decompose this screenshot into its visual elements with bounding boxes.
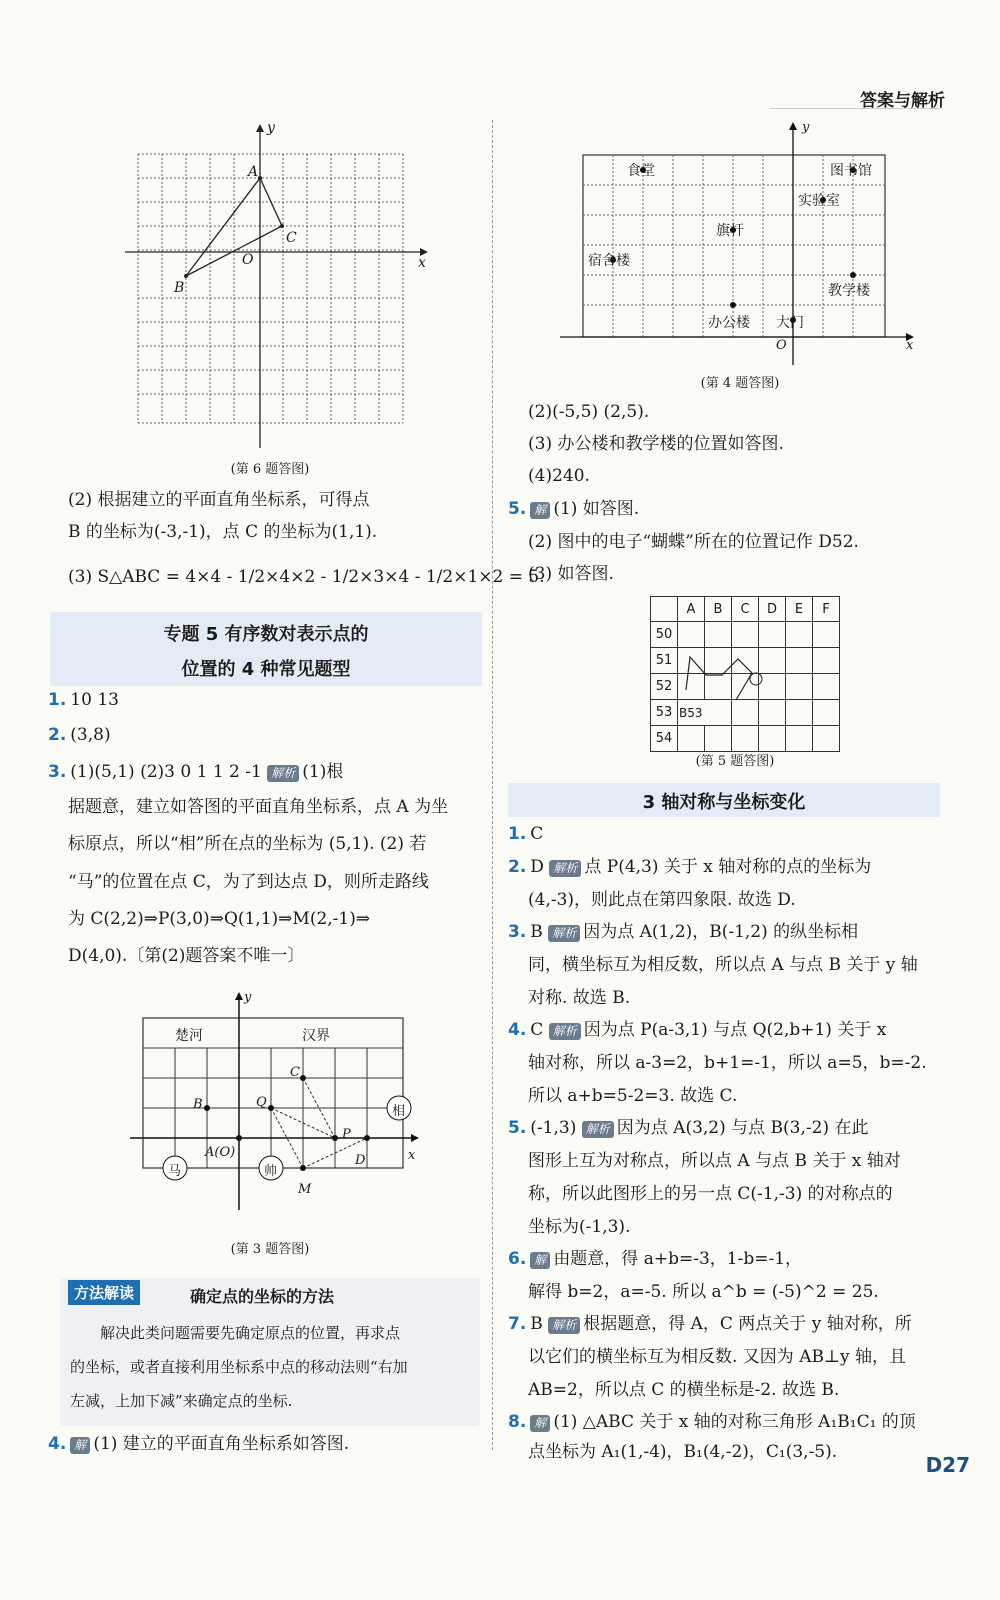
answer-5-line2: (2) 图中的电子“蝴蝶”所在的位置记作 D52.: [528, 532, 859, 552]
answer-3-line6: D(4,0).〔第(2)题答案不唯一〕: [68, 946, 305, 966]
sym-answer-7-ans: B: [530, 1314, 543, 1334]
sym-answer-6-line1: [508, 1247, 802, 1271]
fig3-ma: 马: [168, 1164, 182, 1179]
page-number: D27: [925, 1453, 970, 1477]
fig4-place-teaching: 教学楼: [828, 283, 870, 299]
fig4-label-y: y: [802, 120, 810, 135]
fig3-han: 汉界: [302, 1028, 330, 1044]
fig4-label-x: x: [906, 338, 914, 353]
fig6-label-B: B: [174, 280, 185, 296]
fig6-label-O: O: [242, 252, 254, 268]
sym-answer-4-line1: [508, 1018, 886, 1042]
answer-5-tag: 解: [530, 502, 550, 519]
fig5-col: C: [732, 597, 759, 622]
topic-title-2: 位置的 4 种常见题型: [181, 659, 351, 680]
method-title: 确定点的坐标的方法: [190, 1287, 335, 1306]
sym-answer-3-line2: 同，横坐标互为相反数，所以点 A 与点 B 关于 y 轴: [528, 955, 918, 975]
sym-answer-4-num: 4.: [508, 1020, 527, 1040]
answer-2-text: (3,8): [70, 725, 111, 745]
fig5-row: 52: [651, 674, 678, 700]
q4-4: (4)240.: [528, 466, 590, 486]
sym-answer-5-line2: 图形上互为对称点，所以点 A 与点 B 关于 x 轴对: [528, 1151, 901, 1171]
sym-answer-4-line3: 所以 a+b=5-2=3. 故选 C.: [528, 1086, 738, 1106]
method-line1: 解决此类问题需要先确定原点的位置，再求点: [100, 1324, 401, 1342]
fig4-place-dorm: 宿舍楼: [588, 253, 630, 269]
fig3-shuai: 帅: [264, 1164, 278, 1179]
sym-answer-3-text: 因为点 A(1,2)，B(-1,2) 的纵坐标相: [583, 922, 859, 942]
sym-answer-2-num: 2.: [508, 857, 527, 877]
sym-answer-5-ans: (-1,3): [530, 1118, 577, 1138]
answer-3-line3: 标原点，所以“相”所在点的坐标为 (5,1). (2) 若: [68, 834, 427, 854]
answer-4-num: 4.: [48, 1434, 67, 1454]
analysis-tag: 解析: [548, 925, 580, 942]
sym-answer-7-line3: AB=2，所以点 C 的横坐标是-2. 故选 B.: [528, 1380, 840, 1400]
answer-2-num: 2.: [48, 725, 67, 745]
fig4-place-library: 图书馆: [830, 163, 872, 179]
sym-answer-4-ans: C: [530, 1020, 544, 1040]
section-title: 3 轴对称与坐标变化: [642, 792, 806, 813]
sym-answer-8-line2: 点坐标为 A₁(1,-4)，B₁(4,-2)，C₁(3,-5).: [528, 1442, 838, 1462]
sym-answer-7-line2: 以它们的横坐标互为相反数. 又因为 AB⊥y 轴，且: [528, 1347, 906, 1367]
answer-5-line1: [508, 497, 639, 521]
answer-5-num: 5.: [508, 499, 527, 519]
sym-answer-3-ans: B: [530, 922, 543, 942]
fig3-label-A: A(O): [205, 1145, 236, 1160]
fig4-label-O: O: [776, 338, 787, 353]
fig4-place-gate: 大门: [776, 315, 804, 331]
answer-2: [48, 723, 111, 747]
fig3-label-Q: Q: [256, 1095, 267, 1110]
topic-title-1: 专题 5 有序数对表示点的: [163, 624, 369, 645]
fig6-label-C: C: [286, 230, 297, 246]
q6-3: (3) S△ABC = 4×4 - 1/2×4×2 - 1/2×3×4 - 1/2×1×2 = 5.: [68, 567, 545, 587]
fig4-place-flagpole: 旗杆: [716, 223, 744, 239]
sym-answer-6-text: 由题意，得 a+b=-3，1-b=-1，: [553, 1249, 803, 1269]
method-line3: 左减，上加下减”来确定点的坐标.: [70, 1392, 293, 1410]
answer-3-text-b: (1)根: [302, 762, 344, 782]
column-divider: [492, 120, 494, 1450]
sym-answer-5-line4: 坐标为(-1,3).: [528, 1217, 631, 1237]
fig6-label-x: x: [418, 255, 426, 271]
sym-answer-4-text: 因为点 P(a-3,1) 与点 Q(2,b+1) 关于 x: [583, 1020, 887, 1040]
fig5-col: F: [813, 597, 840, 622]
answer-4: [48, 1432, 349, 1456]
sym-answer-4-line2: 轴对称，所以 a-3=2，b+1=-1，所以 a=5，b=-2.: [528, 1053, 927, 1073]
header-rule: [770, 108, 940, 109]
sym-answer-8-text: (1) △ABC 关于 x 轴的对称三角形 A₁B₁C₁ 的顶: [553, 1412, 916, 1432]
analysis-tag: 解析: [549, 860, 581, 877]
sym-answer-5-line3: 称，所以此图形上的另一点 C(-1,-3) 的对称点的: [528, 1184, 893, 1204]
fig4-caption: (第 4 题答图): [700, 376, 780, 391]
sym-answer-1-text: C: [530, 824, 544, 844]
fig5-caption: (第 5 题答图): [695, 754, 775, 769]
header-title: 答案与解析: [860, 91, 945, 111]
sym-answer-3-num: 3.: [508, 922, 527, 942]
answer-3-num: 3.: [48, 762, 67, 782]
fig5-col: B: [705, 597, 732, 622]
fig6-label-A: A: [248, 164, 259, 180]
sym-answer-8-num: 8.: [508, 1412, 527, 1432]
sym-answer-7-text: 根据题意，得 A，C 两点关于 y 轴对称，所: [583, 1314, 912, 1334]
fig3-label-P: P: [342, 1127, 351, 1142]
answer-5-text: (1) 如答图.: [553, 499, 640, 519]
answer-3-line1: [48, 760, 343, 784]
sym-answer-1: [508, 822, 543, 846]
fig5-row: 50: [651, 622, 678, 648]
sym-answer-7-num: 7.: [508, 1314, 527, 1334]
fig6-caption: (第 6 题答图): [230, 462, 310, 477]
fig5-col: D: [759, 597, 786, 622]
sym-answer-5-text: 因为点 A(3,2) 与点 B(3,-2) 在此: [616, 1118, 869, 1138]
sym-answer-3-line3: 对称. 故选 B.: [528, 988, 631, 1008]
sym-answer-8-tag: 解: [530, 1415, 550, 1432]
sym-answer-6-line2: 解得 b=2，a=-5. 所以 a^b = (-5)^2 = 25.: [528, 1282, 879, 1302]
fig5-col: A: [678, 597, 705, 622]
fig5-col: E: [786, 597, 813, 622]
sym-answer-1-num: 1.: [508, 824, 527, 844]
sym-answer-6-num: 6.: [508, 1249, 527, 1269]
sym-answer-2-line1: [508, 855, 871, 879]
fig3-label-C: C: [290, 1065, 300, 1080]
fig5-b53: B53: [678, 700, 732, 726]
fig3-label-M: M: [298, 1182, 312, 1197]
sym-answer-5-line1: [508, 1116, 869, 1140]
fig3-chessboard: [125, 990, 425, 1215]
sym-answer-2-text: 点 P(4,3) 关于 x 轴对称的点的坐标为: [584, 857, 872, 877]
analysis-tag: 解析: [267, 765, 299, 782]
fig4-place-lab: 实验室: [798, 193, 840, 209]
sym-answer-5-num: 5.: [508, 1118, 527, 1138]
fig3-label-B: B: [193, 1097, 203, 1112]
answer-1: [48, 688, 119, 712]
sym-answer-2-ans: D: [530, 857, 544, 877]
answer-5-line3: (3) 如答图.: [528, 564, 614, 584]
analysis-tag: 解析: [548, 1317, 580, 1334]
fig5-row: 51: [651, 648, 678, 674]
fig5-butterfly-path: [676, 645, 776, 715]
answer-1-text: 10 13: [70, 690, 119, 710]
fig3-chu: 楚河: [175, 1028, 203, 1044]
fig4-place-office: 办公楼: [708, 315, 750, 331]
answer-4-text: (1) 建立的平面直角坐标系如答图.: [93, 1434, 350, 1454]
sym-answer-8-line1: [508, 1410, 916, 1434]
answer-3-line2: 据题意，建立如答图的平面直角坐标系，点 A 为坐: [68, 797, 449, 817]
fig3-xiang: 相: [392, 1104, 406, 1119]
fig3-label-y: y: [244, 990, 252, 1005]
q4-2: (2)(-5,5) (2,5).: [528, 402, 650, 422]
sym-answer-2-line2: (4,-3)，则此点在第四象限. 故选 D.: [528, 890, 796, 910]
answer-3-line4: “马”的位置在点 C，为了到达点 D，则所走路线: [68, 872, 429, 892]
q6-2-line1: (2) 根据建立的平面直角坐标系，可得点: [68, 490, 370, 510]
fig3-label-D: D: [355, 1153, 366, 1168]
q6-2-line2: B 的坐标为(-3,-1)，点 C 的坐标为(1,1).: [68, 522, 378, 542]
fig3-label-x: x: [408, 1148, 416, 1163]
sym-answer-7-line1: [508, 1312, 912, 1336]
fig3-caption: (第 3 题答图): [230, 1242, 310, 1257]
fig6-coordinate-grid: [110, 118, 440, 458]
fig5-row: 54: [651, 726, 678, 752]
fig5-corner: [651, 597, 678, 622]
sym-answer-3-line1: [508, 920, 858, 944]
answer-3-text: (1)(5,1) (2)3 0 1 1 2 -1: [70, 762, 262, 782]
method-tag: 方法解读: [68, 1280, 140, 1305]
answer-4-tag: 解: [70, 1437, 90, 1454]
fig4-place-canteen: 食堂: [627, 163, 655, 179]
sym-answer-6-tag: 解: [530, 1252, 550, 1269]
answer-3-line5: 为 C(2,2)⇒P(3,0)⇒Q(1,1)⇒M(2,-1)⇒: [68, 909, 371, 929]
analysis-tag: 解析: [582, 1121, 614, 1138]
method-line2: 的坐标，或者直接利用坐标系中点的移动法则“右加: [70, 1358, 408, 1376]
answer-1-num: 1.: [48, 690, 67, 710]
q4-3: (3) 办公楼和教学楼的位置如答图.: [528, 434, 784, 454]
fig6-label-y: y: [267, 120, 275, 136]
analysis-tag: 解析: [549, 1023, 581, 1040]
fig5-row: 53: [651, 700, 678, 726]
